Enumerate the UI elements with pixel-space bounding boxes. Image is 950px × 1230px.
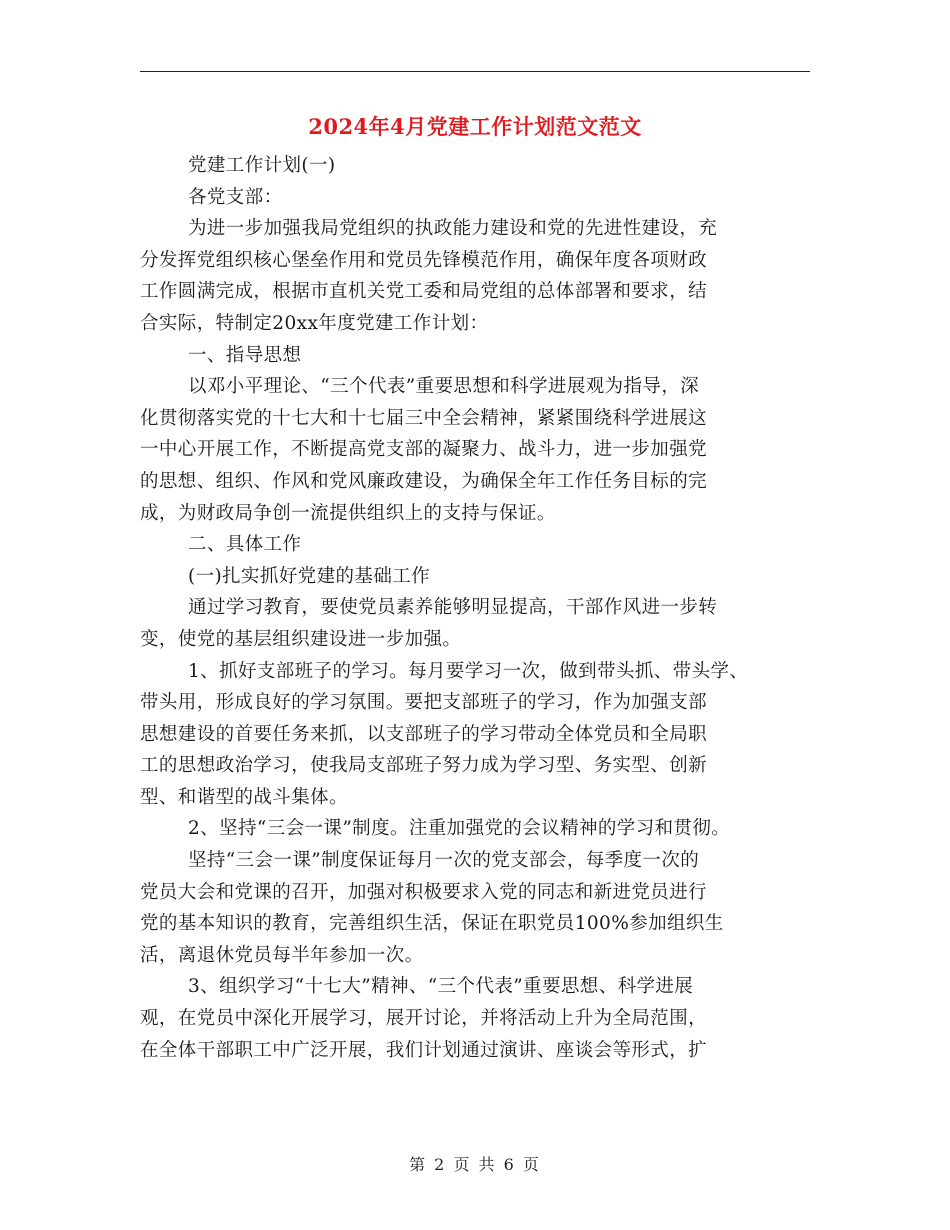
body-line: 活，离退休党员每半年参加一次。 [140,944,424,966]
body-line: 的思想、组织、作风和党风廉政建设，为确保全年工作任务目标的完 [140,470,708,492]
body-line: 观，在党员中深化开展学习，展开讨论，并将活动上升为全局范围， [140,1008,708,1030]
body-line: 2、坚持“三会一课”制度。注重加强党的会议精神的学习和贯彻。 [188,818,731,840]
body-line: 党的基本知识的教育，完善组织生活，保证在职党员100%参加组织生 [140,913,724,935]
body-line: 一、指导思想 [188,344,302,366]
page-footer: 第 2 页 共 6 页 [409,1155,541,1174]
body-line: 分发挥党组织核心堡垒作用和党员先锋模范作用，确保年度各项财政 [140,249,708,271]
body-line: 工作圆满完成，根据市直机关党工委和局党组的总体部署和要求，结 [140,281,708,303]
body-line: 带头用，形成良好的学习氛围。要把支部班子的学习，作为加强支部 [140,692,708,714]
body-line: 坚持“三会一课”制度保证每月一次的党支部会，每季度一次的 [188,850,700,872]
body-line: 成，为财政局争创一流提供组织上的支持与保证。 [140,502,556,524]
body-line: 变，使党的基层组织建设进一步加强。 [140,628,462,650]
body-line: 以邓小平理论、“三个代表”重要思想和科学进展观为指导，深 [188,376,700,398]
header-rule [140,71,810,72]
body-line: 1、抓好支部班子的学习。每月要学习一次，做到带头抓、带头学、 [188,660,749,682]
body-line: 工的思想政治学习，使我局支部班子努力成为学习型、务实型、创新 [140,755,708,777]
body-line: (一)扎实抓好党建的基础工作 [188,565,431,587]
body-line: 思想建设的首要任务来抓，以支部班子的学习带动全体党员和全局职 [140,723,708,745]
body-line: 在全体干部职工中广泛开展，我们计划通过演讲、座谈会等形式，扩 [140,1039,708,1061]
body-line: 各党支部： [188,186,283,208]
body-line: 一中心开展工作，不断提高党支部的凝聚力、战斗力，进一步加强党 [140,439,708,461]
document-body [140,150,810,1066]
body-line: 3、组织学习“十七大”精神、“三个代表”重要思想、科学进展 [188,976,694,998]
body-line: 合实际，特制定20xx年度党建工作计划： [140,312,489,334]
document-title: 2024年4月党建工作计划范文范文 [308,114,642,139]
body-line: 二、具体工作 [188,534,302,556]
body-line: 通过学习教育，要使党员素养能够明显提高，干部作风进一步转 [188,597,718,619]
body-line: 型、和谐型的战斗集体。 [140,786,348,808]
body-line: 为进一步加强我局党组织的执政能力建设和党的先进性建设，充 [188,218,718,240]
body-line: 化贯彻落实党的十七大和十七届三中全会精神，紧紧围绕科学进展这 [140,407,708,429]
body-line: 党员大会和党课的召开，加强对积极要求入党的同志和新进党员进行 [140,881,708,903]
body-line: 党建工作计划(一) [188,155,336,176]
